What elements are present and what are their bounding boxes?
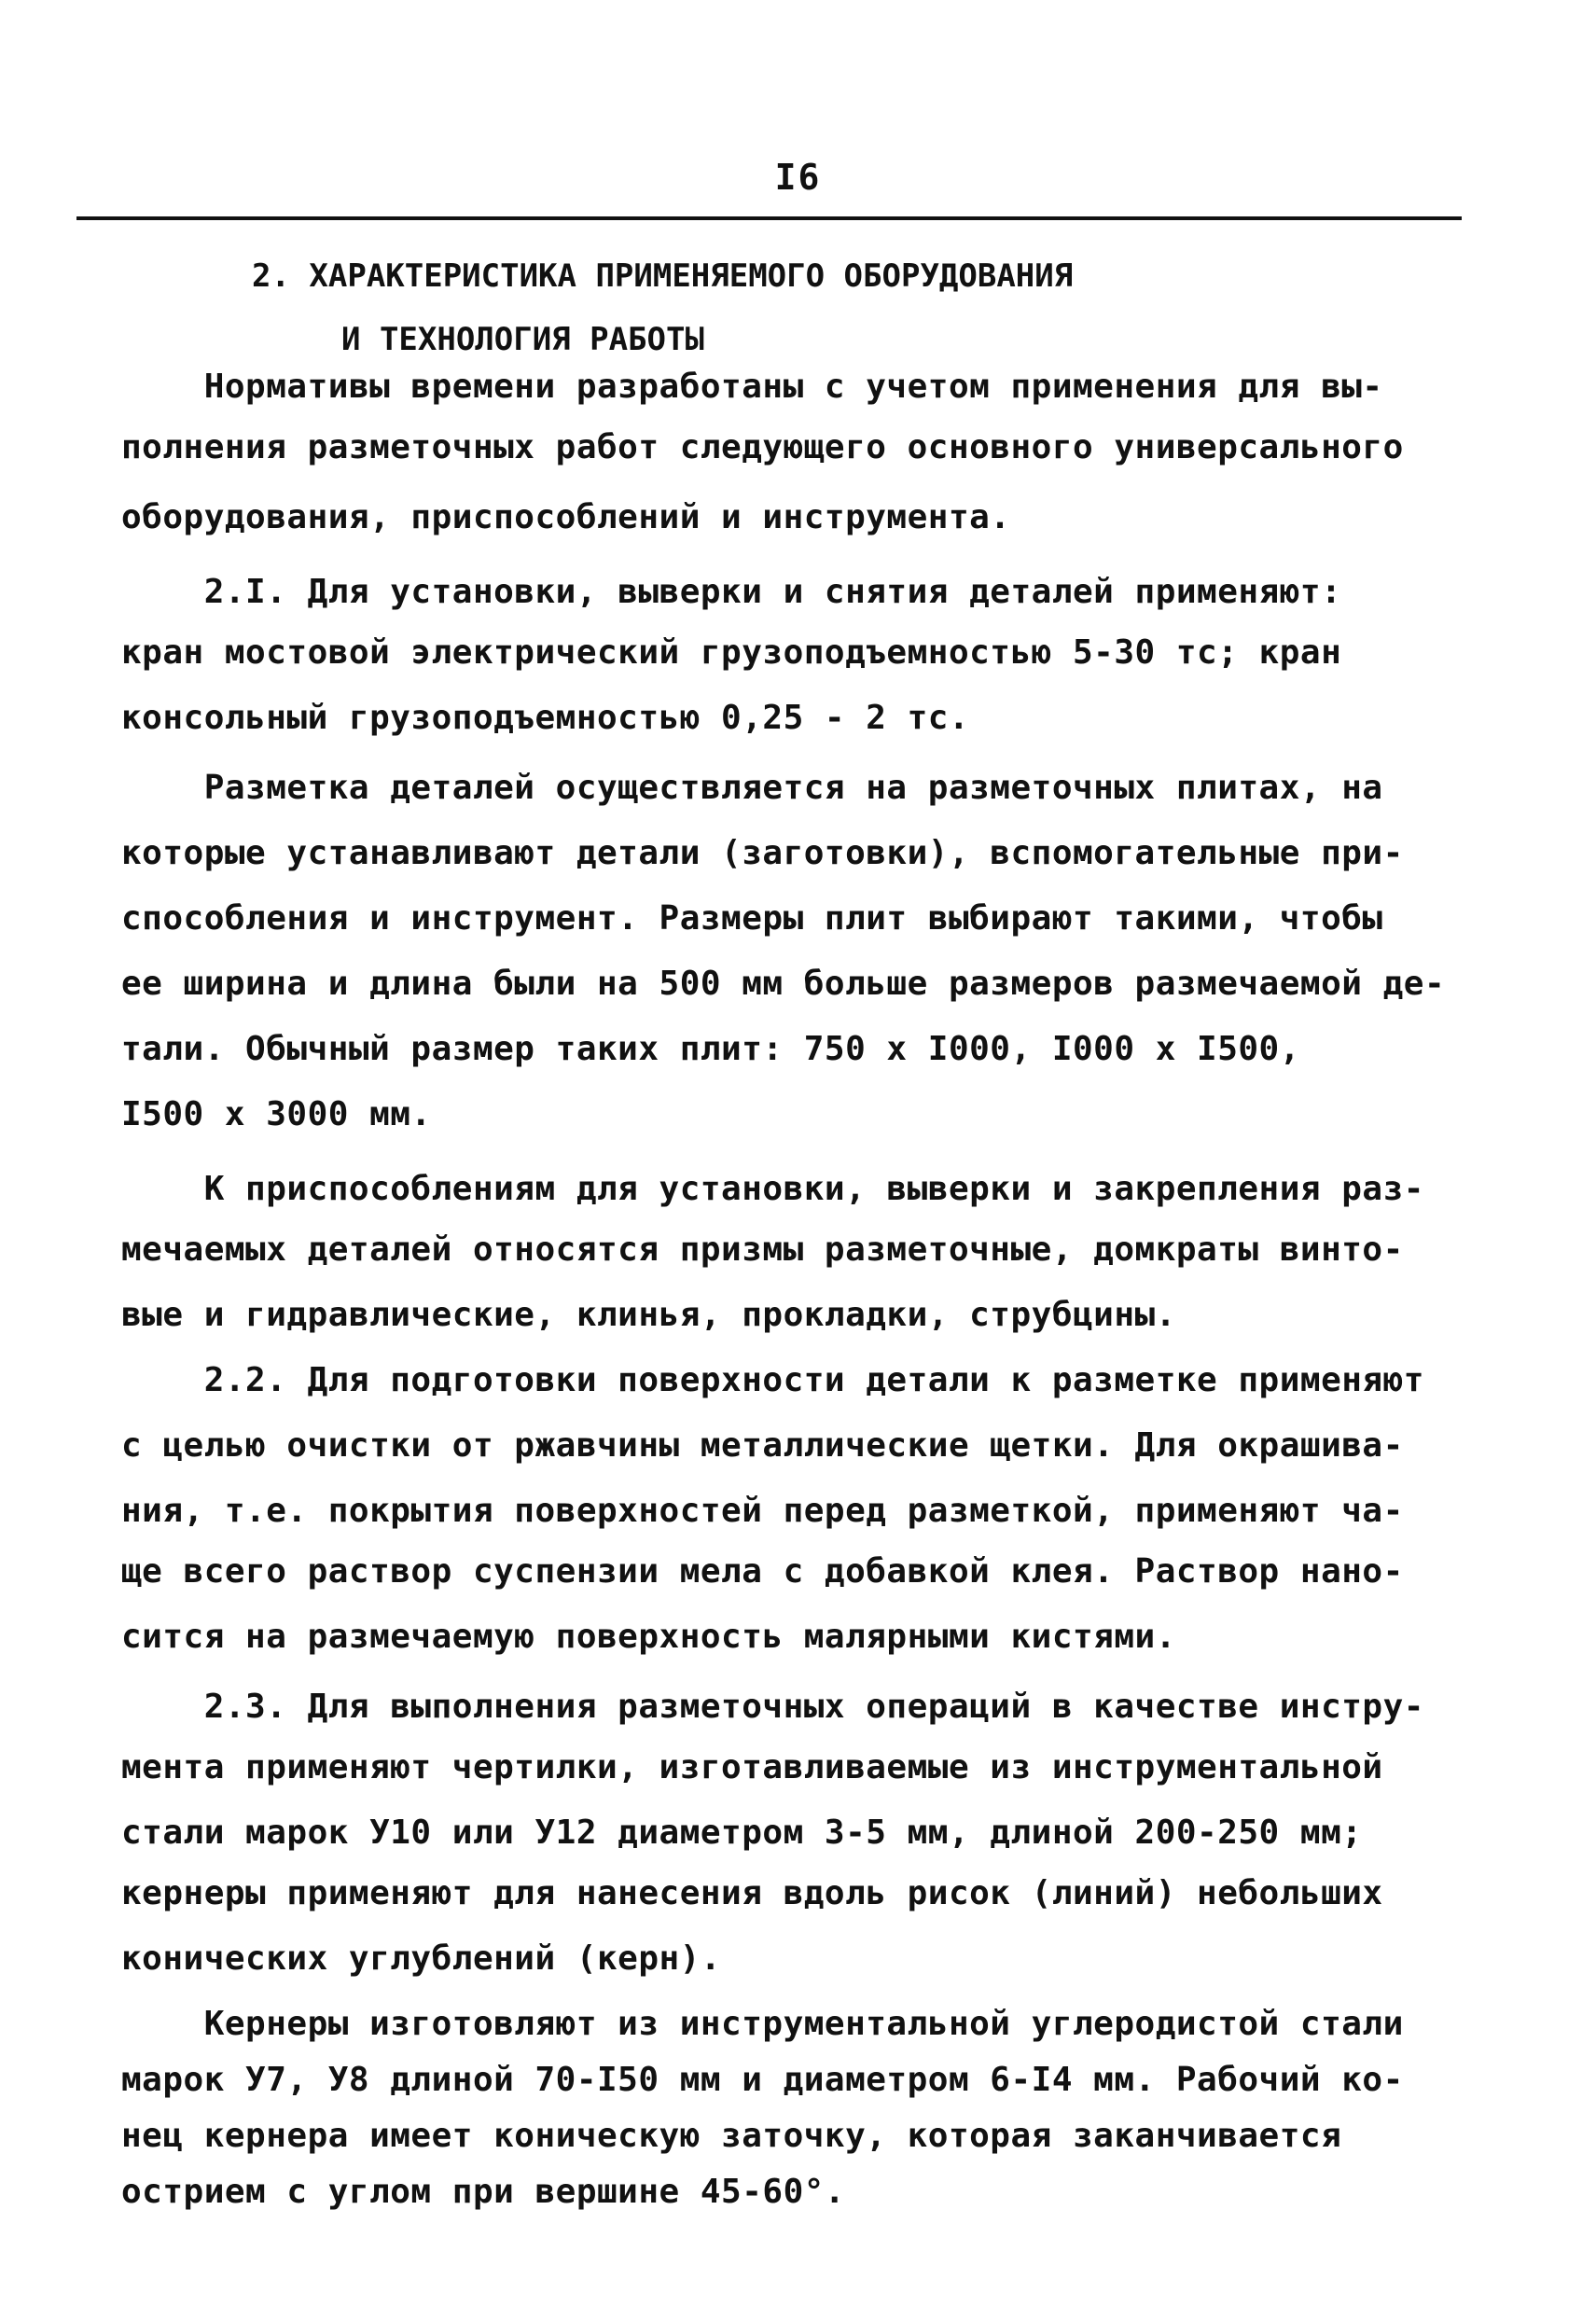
text-line: Разметка деталей осуществляется на разметочных плитах, на xyxy=(121,769,1383,807)
text-line: нец кернера имеет коническую заточку, которая заканчивается xyxy=(121,2117,1342,2155)
text-line: Кернеры изготовляют из инструментальной углеродистой стали xyxy=(121,2005,1404,2043)
text-line: способления и инструмент. Размеры плит выбирают такими, чтобы xyxy=(121,899,1383,938)
text-line: с целью очистки от ржавчины металлические щетки. Для окрашива- xyxy=(121,1426,1404,1465)
text-line: кран мостовой электрический грузоподъемностью 5-30 тс; кран xyxy=(121,633,1342,672)
text-line: Нормативы времени разработаны с учетом применения для вы- xyxy=(121,368,1383,406)
text-line: К приспособлениям для установки, выверки и закрепления раз- xyxy=(121,1170,1424,1208)
text-line: мента применяют чертилки, изготавливаемые из инструментальной xyxy=(121,1748,1383,1786)
text-line: кернеры применяют для нанесения вдоль рисок (линий) небольших xyxy=(121,1874,1383,1912)
text-line: I500 х 3000 мм. xyxy=(121,1095,432,1133)
text-line: стали марок У10 или У12 диаметром 3-5 мм, длиной 200-250 мм; xyxy=(121,1814,1363,1852)
text-line: оборудования, приспособлений и инструмента. xyxy=(121,498,1011,536)
header-rule xyxy=(76,216,1462,220)
text-line: вые и гидравлические, клинья, прокладки, струбцины. xyxy=(121,1296,1176,1334)
text-line: сится на размечаемую поверхность малярными кистями. xyxy=(121,1618,1176,1656)
text-line: марок У7, У8 длиной 70-I50 мм и диаметром 6-I4 мм. Рабочий ко- xyxy=(121,2061,1404,2099)
text-line: ще всего раствор суспензии мела с добавкой клея. Раствор нано- xyxy=(121,1552,1404,1591)
text-line: ее ширина и длина были на 500 мм больше размеров размечаемой де- xyxy=(121,965,1446,1003)
text-line: консольный грузоподъемностью 0,25 - 2 тс. xyxy=(121,699,970,737)
text-line: мечаемых деталей относятся призмы разметочные, домкраты винто- xyxy=(121,1230,1404,1269)
section-heading-line-2: И ТЕХНОЛОГИЯ РАБОТЫ xyxy=(341,321,704,358)
text-line: которые устанавливают детали (заготовки), вспомогательные при- xyxy=(121,834,1404,872)
section-heading-line-1: 2. ХАРАКТЕРИСТИКА ПРИМЕНЯЕМОГО ОБОРУДОВАНИЯ xyxy=(252,257,1074,295)
text-line: 2.2. Для подготовки поверхности детали к разметке применяют xyxy=(121,1361,1424,1399)
page-number: I6 xyxy=(774,157,822,198)
text-line: полнения разметочных работ следующего основного универсального xyxy=(121,428,1404,466)
text-line: конических углублений (керн). xyxy=(121,1939,722,1978)
text-line: 2.3. Для выполнения разметочных операций в качестве инстру- xyxy=(121,1688,1424,1726)
text-line: ния, т.е. покрытия поверхностей перед разметкой, применяют ча- xyxy=(121,1492,1404,1530)
text-line: тали. Обычный размер таких плит: 750 х I000, I000 х I500, xyxy=(121,1030,1300,1068)
section-heading xyxy=(252,244,1073,371)
text-line: острием с углом при вершине 45-60°. xyxy=(121,2173,846,2211)
text-line: 2.I. Для установки, выверки и снятия деталей применяют: xyxy=(121,573,1342,611)
